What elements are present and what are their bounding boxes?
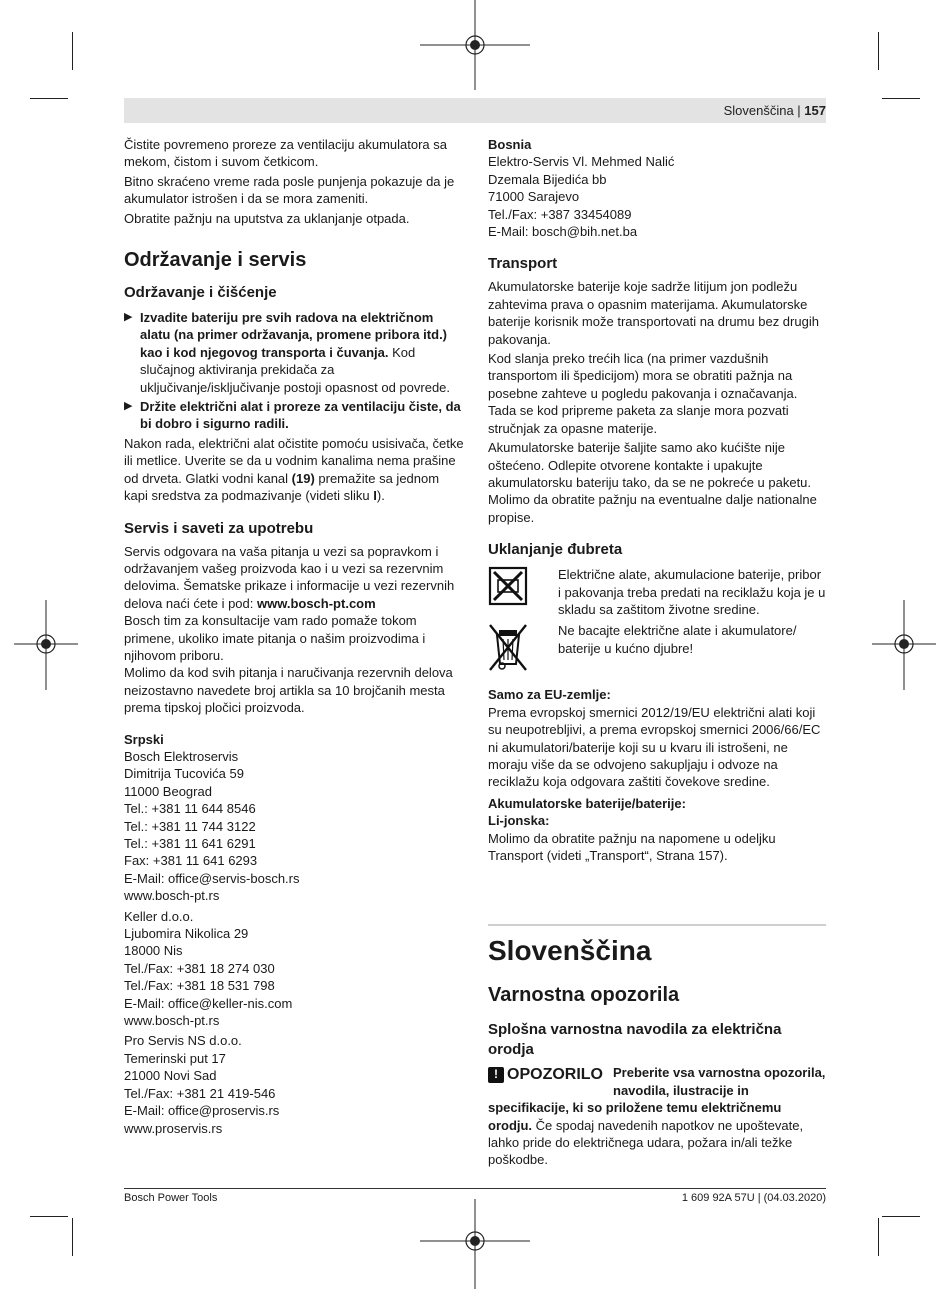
address-line: Fax: +381 11 641 6293 [124, 853, 258, 869]
bullet-item [124, 398, 466, 433]
header-language: Slovenščina [723, 103, 794, 118]
eu-title: Samo za EU-zemlje: [488, 687, 611, 703]
section-divider [488, 924, 826, 926]
address-line: Keller d.o.o. [124, 908, 194, 924]
disposal-text: Električne alate, akumulacione baterije, pribor i pakovanja treba predati na reciklažu koja je u skladu sa zaštitom životne sredine. [558, 567, 826, 617]
address-line: Pro Servis NS d.o.o. [124, 1033, 242, 1049]
service-text: Servis odgovara na vaša pitanja u vezi sa popravkom i održavanjem vašeg proizvoda kao i u vezi sa rezervnim delovima. Šematske prikaze i informacije u vezi rezervnih delova naći ćete i pod: [124, 543, 455, 611]
country-title: Srpski [124, 731, 164, 747]
warning-bold-text: Preberite vsa varnostna opozorila, navodila, ilustracije in specifikacije, ki so priložene temu električnemu orodju. [488, 1065, 826, 1133]
intro-paragraph: Obratite pažnju na uputstva za uklanjanje otpada. [124, 210, 410, 226]
crop-mark [878, 1218, 879, 1256]
address-line: Tel.: +381 11 744 3122 [124, 818, 256, 834]
arrow-icon: ▶ [124, 311, 133, 324]
transport-title: Transport [488, 255, 558, 273]
warning-triangle-icon: ! [488, 1067, 504, 1083]
bullet-bold: Izvadite bateriju pre svih radova na električnom alatu (na primer održavanja, promene pribora itd.) kao i kod njegovog transporta i čuvanja. [140, 310, 448, 360]
crossed-bin-icon [488, 622, 528, 672]
address-line: 71000 Sarajevo [488, 189, 580, 205]
service-title: Servis i saveti za upotrebu [124, 519, 314, 537]
address-line: Ljubomira Nikolica 29 [124, 926, 249, 942]
safety-title: Varnostna opozorila [488, 984, 680, 1007]
address-line: Elektro-Servis Vl. Mehmed Nalić [488, 154, 675, 170]
address-line: Dimitrija Tucovića 59 [124, 766, 244, 782]
website-link[interactable]: www.bosch-pt.rs [124, 1013, 220, 1029]
address-line: 18000 Nis [124, 943, 183, 959]
intro-paragraph: Bitno skraćeno vreme rada posle punjenja pokazuje da je akumulator istrošen i da se mora zameniti. [124, 173, 455, 207]
warning-badge [488, 1064, 603, 1083]
address-line: Dzemala Bijedića bb [488, 171, 607, 187]
battery-title: Akumulatorske baterije/baterije: [488, 795, 686, 811]
registration-mark-icon [420, 1199, 530, 1289]
cleaning-text: premažite sa jednom kapi sredstva za podmazivanje (videti sliku [124, 470, 440, 504]
address-line: Tel.: +381 11 641 6291 [124, 836, 256, 851]
section-title: Održavanje i servis [124, 249, 307, 272]
address-block [124, 908, 466, 1030]
address-line: 21000 Novi Sad [124, 1068, 217, 1084]
language-section-title: Slovenščina [488, 935, 652, 967]
warning-block [488, 1064, 826, 1168]
transport-paragraph: Akumulatorske baterije šaljite samo ako kućište nije oštećeno. Odlepite otvorene kontakte i upakujte akumulatorsku bateriju tako, da se ne pokreće u paketu. Molimo da obratite pažnju na eventualne dalje nationalne propise. [488, 440, 817, 525]
bullet-bold: Držite električni alat i proreze za ventilaciju čiste, da bi dobro i sigurno radili. [140, 399, 461, 432]
service-paragraph: Molimo da kod svih pitanja i naručivanja rezervnih delova neizostavno navedete broj artikla sa 10 brojčanih mesta prema tipskoj pločici proizvoda. [124, 665, 453, 716]
footer-divider [124, 1188, 826, 1189]
bullet-item [124, 309, 466, 396]
crop-mark [882, 98, 920, 99]
recycling-box-icon [488, 566, 528, 606]
address-line: Temerinski put 17 [124, 1050, 226, 1066]
crop-mark [72, 1218, 73, 1256]
warning-text: Če spodaj navedenih napotkov ne upoštevate, lahko pride do električnega udara, požara in/ali težke poškodbe. [488, 1117, 804, 1168]
general-safety-title: Splošna varnostna navodila za električna orodja [488, 1021, 782, 1059]
page-number: 157 [804, 103, 826, 118]
maintenance-title: Održavanje i čišćenje [124, 284, 277, 302]
crop-mark [72, 32, 73, 70]
address-line: Bosch Elektroservis [124, 748, 239, 764]
header-bar [124, 98, 826, 123]
right-column [488, 136, 826, 1169]
disposal-row [488, 622, 826, 672]
disposal-title: Uklanjanje đubreta [488, 541, 623, 559]
email-link[interactable]: E-Mail: bosch@bih.net.ba [488, 224, 638, 240]
website-link[interactable]: www.proservis.rs [124, 1120, 223, 1136]
address-line: Tel.: +381 11 644 8546 [124, 801, 256, 817]
address-block [124, 748, 466, 905]
crop-mark [882, 1216, 920, 1217]
website-link[interactable]: www.bosch-pt.rs [124, 888, 220, 904]
address-line: Tel./Fax: +381 21 419-546 [124, 1085, 276, 1101]
email-link[interactable]: E-Mail: office@keller-nis.com [124, 995, 293, 1011]
liion-paragraph: Molimo da obratite pažnju na napomene u odeljku Transport (videti „Transport“, Strana 157). [488, 830, 776, 863]
address-line: Tel./Fax: +387 33454089 [488, 206, 632, 222]
footer-brand: Bosch Power Tools [124, 1192, 218, 1204]
cleaning-paragraph [124, 435, 466, 505]
arrow-icon: ▶ [124, 400, 133, 413]
disposal-text: Ne bacajte električne alate i akumulatore/ baterije u kućno djubre! [558, 623, 797, 656]
email-link[interactable]: E-Mail: office@servis-bosch.rs [124, 870, 300, 886]
left-column [124, 136, 466, 1140]
intro-paragraph: Čistite povremeno proreze za ventilaciju akumulatora sa mekom, čistom i suvom četkicom. [124, 137, 447, 170]
address-line: Tel./Fax: +381 18 274 030 [124, 960, 275, 976]
cleaning-text: ). [376, 488, 385, 504]
warning-label: OPOZORILO [507, 1066, 603, 1084]
page-header: Slovenščina | 157 [723, 103, 826, 118]
footer-doc-id: 1 609 92A 57U | (04.03.2020) [681, 1192, 826, 1204]
crop-mark [30, 98, 68, 99]
address-line: Tel./Fax: +381 18 531 798 [124, 978, 275, 994]
disposal-row [488, 566, 826, 618]
crop-mark [30, 1216, 68, 1217]
address-line: 11000 Beograd [124, 783, 212, 799]
eu-paragraph: Prema evropskoj smernici 2012/19/EU električni alati koji su neupotrebljivi, a prema evropskoj smernici 2006/66/EC ni akumulatori/baterije koji su u kvaru ili istrošeni, ne moraju više da se odvojeno sakupljaju i odvoze na reciklažu koja odgovara zaštiti čovekove sredine. [488, 704, 821, 790]
service-paragraph: Bosch tim za konsultacije vam rado pomaže tokom primene, ukoliko imate pitanja o našim proizvodima i njihovom priboru. [124, 613, 426, 663]
cleaning-text: Nakon rada, električni alat očistite pomoću usisivača, četke ili metlice. Uverite se da u vodnim kanalima nema prašine od drveta. Glatki vodni kanal [124, 435, 464, 486]
registration-mark-icon [420, 0, 530, 90]
service-paragraph [124, 543, 466, 613]
address-block [124, 1032, 466, 1136]
crop-mark [878, 32, 879, 70]
country-title: Bosnia [488, 137, 532, 152]
address-block [488, 153, 826, 240]
bullet-text: Kod slučajnog aktiviranja prekidača za uključivanje/isključivanje postoji opasnost od povrede. [140, 344, 451, 395]
cleaning-figure-ref: I [373, 488, 377, 504]
registration-mark-icon [14, 600, 78, 690]
cleaning-ref: (19) [291, 470, 315, 486]
transport-paragraph: Akumulatorske baterije koje sadrže litijum jon podležu zahtevima prava o opasnim materijama. Akumulatorske baterije korisnik može transportovati na drumu bez drugih pakovanja. [488, 279, 819, 347]
service-url-link[interactable]: www.bosch-pt.com [256, 595, 376, 611]
registration-mark-icon [872, 600, 936, 690]
liion-title: Li-jonska: [488, 813, 550, 829]
email-link[interactable]: E-Mail: office@proservis.rs [124, 1103, 280, 1119]
transport-paragraph: Kod slanja preko trećih lica (na primer vazdušnih transportom ili špedicijom) mora se obratiti pažnja na posebne zahteve u pogledu pakovanja i označavanja. Tada se kod pripreme paketa za slanje mora pozvati stručnjak za opasne materije. [488, 351, 798, 436]
